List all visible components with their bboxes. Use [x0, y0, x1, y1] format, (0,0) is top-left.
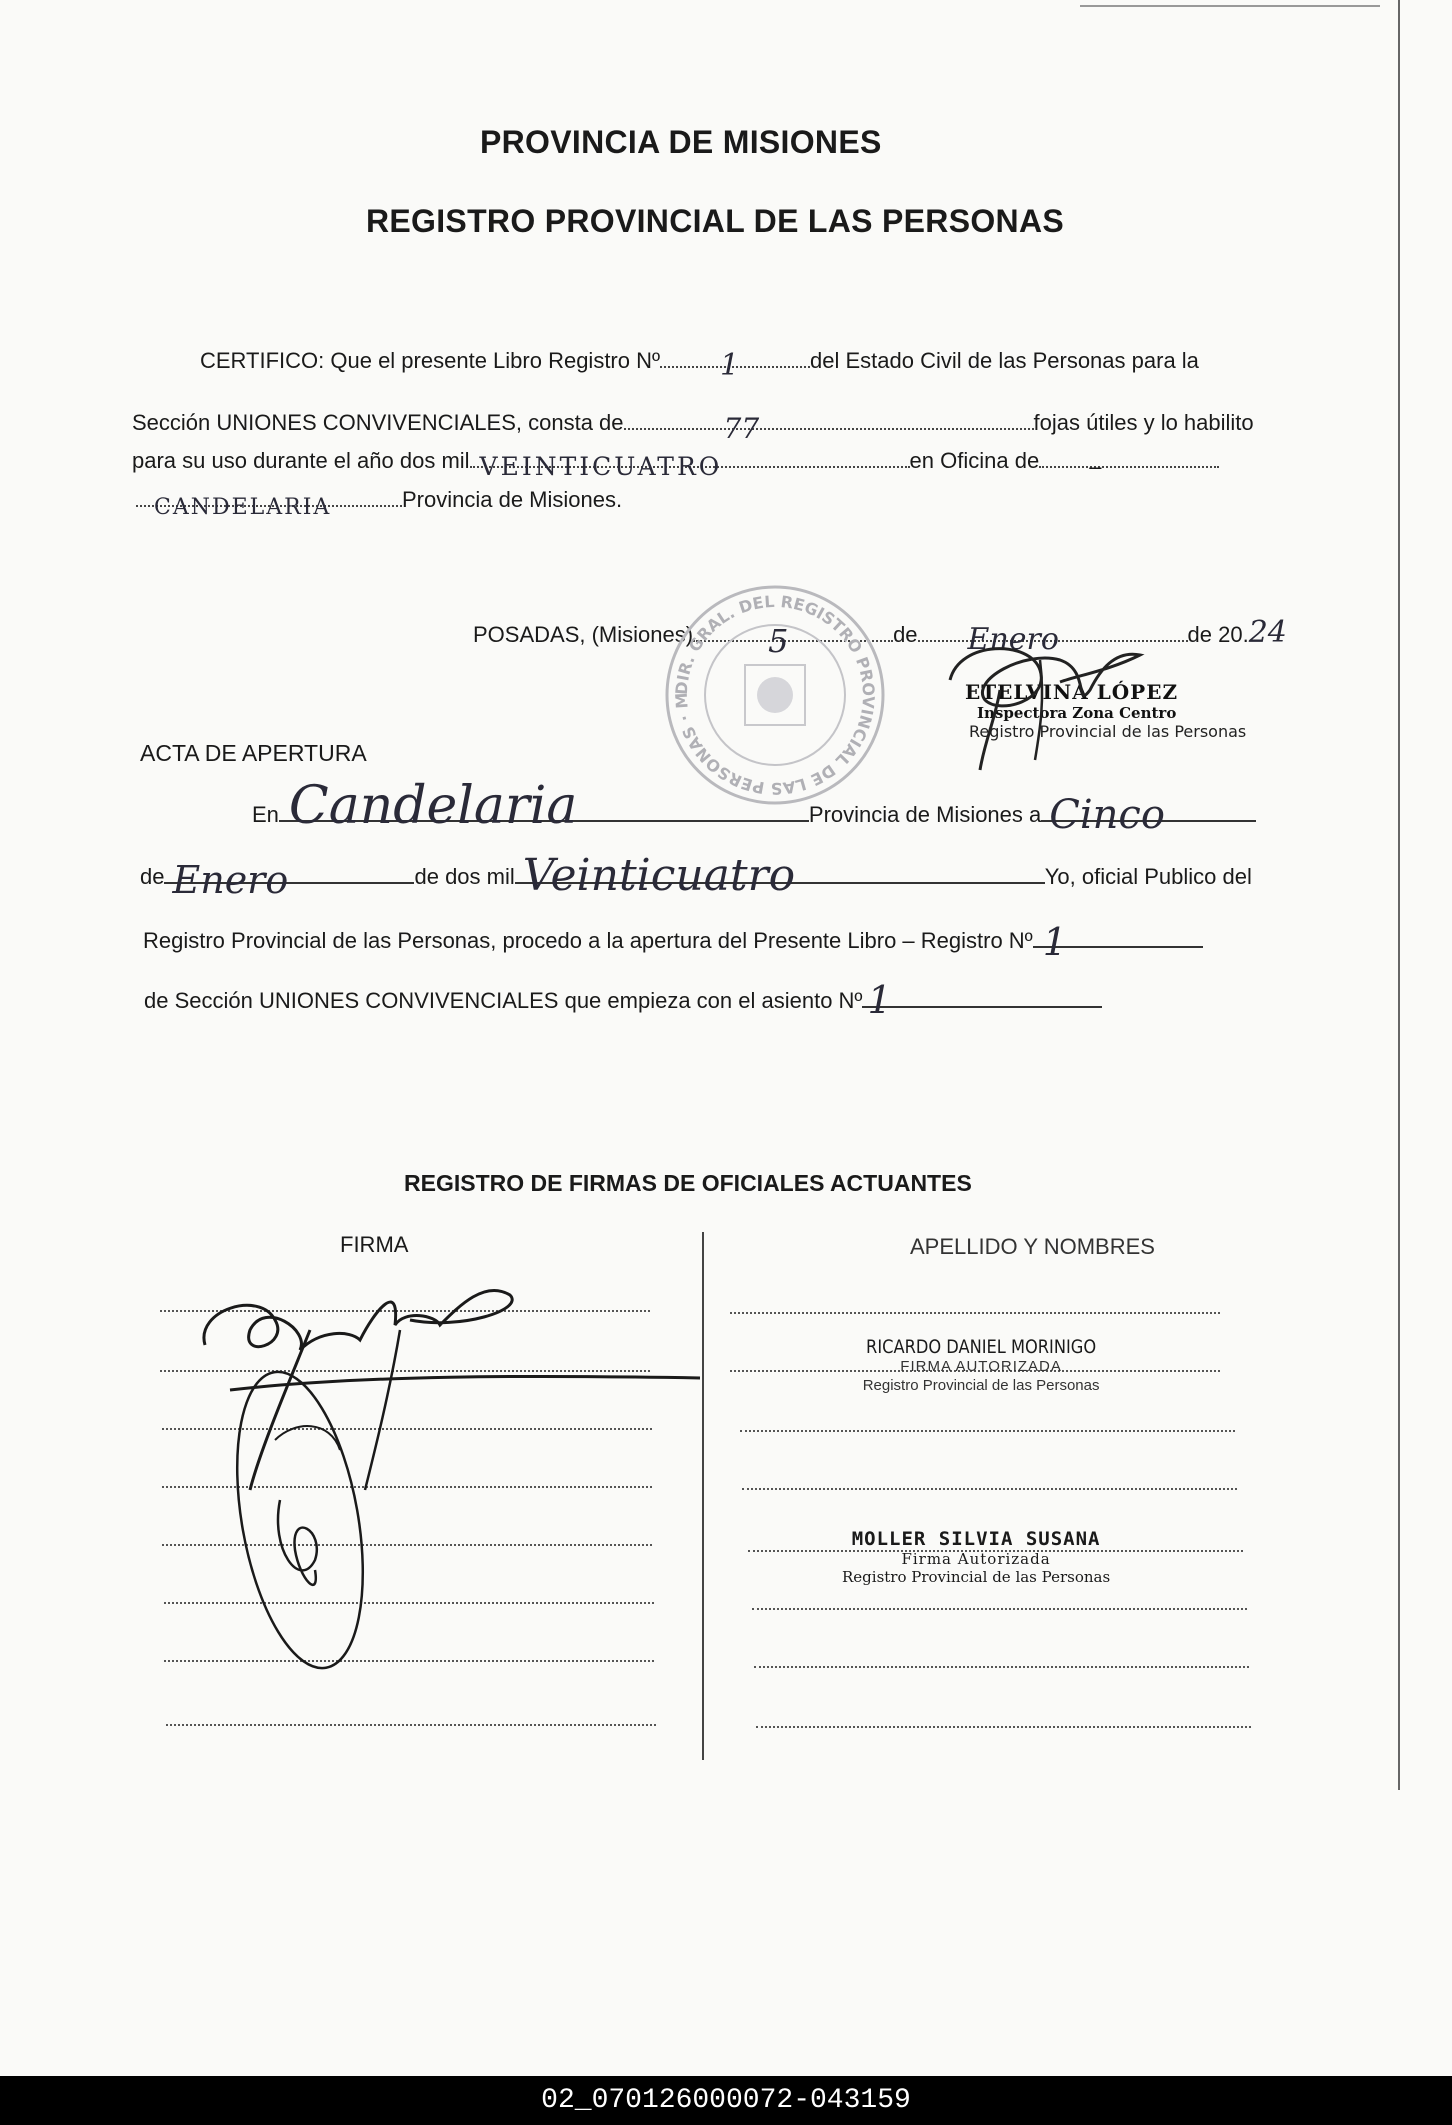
nombres-column-header: APELLIDO Y NOMBRES — [910, 1234, 1155, 1259]
acta-line-4 — [144, 978, 1102, 1022]
acta-line4-text: de Sección UNIONES CONVIVENCIALES que empieza con el asiento Nº — [144, 988, 863, 1013]
official-signature-icon — [180, 1270, 700, 1730]
province-title: PROVINCIA DE MISIONES — [480, 124, 882, 160]
book-number-value: 1 — [720, 348, 740, 383]
certificate-line-4 — [136, 487, 623, 520]
scan-footer — [0, 2076, 1452, 2125]
day-value: 5 — [768, 622, 789, 660]
month-value: Enero — [967, 622, 1059, 657]
official-2-name: MOLLER SILVIA SUSANA — [851, 1528, 1101, 1550]
cert-line1-prefix: CERTIFICO: Que el presente Libro Registro Nº — [200, 348, 661, 373]
acta-entry-number-field — [862, 978, 1102, 1022]
acta-year-field — [515, 850, 1045, 901]
official-1-org: Registro Provincial de las Personas — [862, 1377, 1100, 1394]
seal-ring-text: DIR. GRAL. DEL REGISTRO PROVINCIAL DE LAS PERSONAS · MINISTERIO DE GOBIERNO — [653, 565, 879, 799]
acta-line-1 — [252, 776, 1256, 838]
office-field — [1039, 454, 1219, 479]
date-year-prefix: de 20. — [1187, 622, 1249, 647]
nombres-row-line — [742, 1488, 1237, 1490]
acta-day-field — [1041, 792, 1256, 838]
acta-line-3 — [143, 920, 1203, 964]
official-seal-icon — [653, 565, 890, 810]
acta-year-value: Veinticuatro — [522, 850, 796, 901]
cert-line4-suffix: Provincia de Misiones. — [402, 487, 623, 512]
certificate-line-2 — [132, 410, 1254, 445]
official-2-stamp — [842, 1528, 1110, 1586]
inspector-org: Registro Provincial de las Personas — [969, 722, 1247, 741]
date-de-1: de — [893, 622, 918, 647]
pages-value: 77 — [723, 412, 760, 445]
acta-place-field — [279, 776, 809, 836]
book-number-field — [660, 348, 810, 383]
year-text-value: VEINTICUATRO — [479, 452, 723, 481]
firma-column-header: FIRMA — [340, 1232, 409, 1257]
cert-line1-suffix: del Estado Civil de las Personas para la — [810, 348, 1199, 373]
official-1-role: FIRMA AUTORIZADA — [900, 1358, 1062, 1375]
registry-title: REGISTRO PROVINCIAL DE LAS PERSONAS — [366, 203, 1064, 239]
nombres-row-line — [730, 1312, 1220, 1314]
inspector-signature-icon — [940, 620, 1200, 780]
official-1-stamp — [860, 1336, 1102, 1394]
official-2-org: Registro Provincial de las Personas — [842, 1568, 1111, 1586]
nombres-row-line — [754, 1666, 1249, 1668]
office-name-value: CANDELARIA — [154, 495, 332, 520]
official-1-name: RICARDO DANIEL MORINIGO — [866, 1336, 1097, 1358]
acta-month-field — [164, 858, 414, 902]
pages-field — [624, 412, 1034, 445]
nombres-row-line — [752, 1608, 1247, 1610]
year-field — [470, 452, 910, 481]
page-edge-line — [1398, 0, 1400, 1790]
acta-en-label: En — [252, 802, 279, 827]
acta-line-2 — [140, 850, 1252, 902]
cert-line3-suffix: en Oficina de — [909, 448, 1040, 473]
acta-day-value: Cinco — [1049, 792, 1165, 838]
acta-title: ACTA DE APERTURA — [140, 740, 367, 766]
nombres-row-line — [756, 1726, 1251, 1728]
office-name-field — [136, 495, 402, 520]
acta-de-label: de — [140, 864, 165, 889]
acta-year-label: de dos mil — [414, 864, 515, 889]
top-edge-line — [1080, 5, 1380, 7]
acta-month-value: Enero — [172, 858, 289, 902]
acta-book-number-value: 1 — [1042, 920, 1067, 964]
acta-province-label: Provincia de Misiones a — [808, 802, 1042, 827]
acta-book-number-field — [1033, 920, 1203, 964]
scan-id: 02_070126000072-043159 — [541, 2085, 911, 2116]
inspector-title: Inspectora Zona Centro — [977, 704, 1177, 722]
official-2-role: Firma Autorizada — [901, 1550, 1051, 1568]
signatures-title: REGISTRO DE FIRMAS DE OFICIALES ACTUANTES — [404, 1170, 972, 1196]
inspector-name: ETELVINA LÓPEZ — [965, 680, 1179, 704]
certificate-line-3 — [132, 448, 1219, 481]
office-dash: – — [1089, 454, 1102, 479]
date-place: POSADAS, (Misiones) — [473, 622, 694, 647]
acta-line3-text: Registro Provincial de las Personas, procedo a la apertura del Presente Libro – Registro Nº — [143, 928, 1033, 953]
certificate-line-1 — [200, 348, 1199, 383]
acta-entry-number-value: 1 — [867, 978, 892, 1022]
nombres-row-line — [740, 1430, 1235, 1432]
cert-line2-prefix: Sección UNIONES CONVIVENCIALES, consta de — [132, 410, 624, 435]
acta-place-value: Candelaria — [288, 776, 578, 836]
acta-oficial-label: Yo, oficial Publico del — [1044, 864, 1252, 889]
cert-line3-prefix: para su uso durante el año dos mil — [132, 448, 470, 473]
year-value: 24 — [1248, 615, 1287, 650]
column-divider — [702, 1232, 704, 1760]
cert-line2-suffix: fojas útiles y lo habilito — [1033, 410, 1254, 435]
